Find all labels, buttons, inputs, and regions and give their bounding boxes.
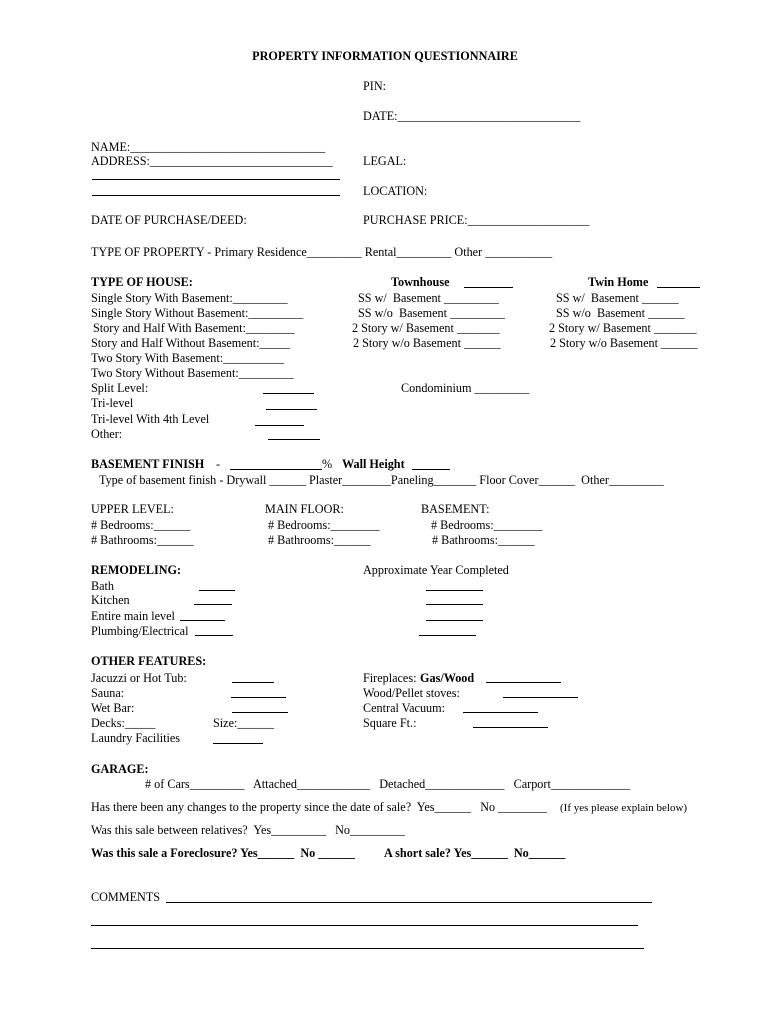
fireplaces-blank[interactable] xyxy=(486,682,561,683)
approx-year-heading: Approximate Year Completed xyxy=(363,563,509,577)
bath-year-blank[interactable] xyxy=(426,590,483,591)
wet-bar-blank[interactable] xyxy=(232,712,288,713)
date-of-purchase-label: DATE OF PURCHASE/DEED: xyxy=(91,213,247,227)
location-label: LOCATION: xyxy=(363,184,428,198)
plumbing-year-blank[interactable] xyxy=(419,635,476,636)
decks-size-field[interactable]: Size:______ xyxy=(213,716,274,730)
twin-home-blank[interactable] xyxy=(657,287,700,288)
townhouse-option[interactable]: SS w/ Basement _________ xyxy=(358,291,499,305)
remodel-item-plumbing: Plumbing/Electrical xyxy=(91,624,189,638)
fireplaces-label: Fireplaces: xyxy=(363,671,417,685)
legal-label: LEGAL: xyxy=(363,154,407,168)
laundry-blank[interactable] xyxy=(213,743,263,744)
basement-finish-types[interactable]: Type of basement finish - Drywall ______ Plaster________Paneling_______ Floor Cover______ Other_________ xyxy=(99,473,664,487)
comments-line-3[interactable] xyxy=(91,948,644,949)
percent-sign: % xyxy=(322,457,333,471)
kitchen-blank[interactable] xyxy=(194,604,232,605)
short-sale-question[interactable]: A short sale? Yes______ No______ xyxy=(384,846,566,860)
wood-pellet-label: Wood/Pellet stoves: xyxy=(363,686,460,700)
house-option[interactable]: Tri-level xyxy=(91,396,134,410)
changes-question[interactable]: Has there been any changes to the property since the date of sale? Yes______ No ________ xyxy=(91,800,547,814)
laundry-label: Laundry Facilities xyxy=(91,731,181,745)
foreclosure-question[interactable]: Was this sale a Foreclosure? Yes______ No ______ xyxy=(91,846,355,860)
address-field[interactable]: ADDRESS:______________________________ xyxy=(91,154,333,168)
remodel-item-kitchen: Kitchen xyxy=(91,593,130,607)
main-bathrooms-field[interactable]: # Bathrooms:______ xyxy=(268,533,371,547)
house-option[interactable]: Story and Half With Basement:________ xyxy=(93,321,295,335)
twin-home-option[interactable]: SS w/ Basement ______ xyxy=(556,291,679,305)
house-option[interactable]: Two Story Without Basement:_________ xyxy=(91,366,294,380)
townhouse-option[interactable]: 2 Story w/o Basement ______ xyxy=(353,336,501,350)
basement-bathrooms-field[interactable]: # Bathrooms:______ xyxy=(432,533,535,547)
sauna-blank[interactable] xyxy=(231,697,286,698)
townhouse-blank[interactable] xyxy=(464,287,513,288)
basement-finish-percent-blank[interactable] xyxy=(230,469,322,470)
townhouse-option[interactable]: 2 Story w/ Basement _______ xyxy=(352,321,500,335)
page-title: PROPERTY INFORMATION QUESTIONNAIRE xyxy=(252,49,518,63)
bath-blank[interactable] xyxy=(199,590,235,591)
condominium-field[interactable]: Condominium _________ xyxy=(401,381,530,395)
twin-home-option[interactable]: SS w/o Basement ______ xyxy=(556,306,685,320)
decks-field[interactable]: Decks:_____ xyxy=(91,716,156,730)
house-option[interactable]: Tri-level With 4th Level xyxy=(91,412,210,426)
remodel-item-bath: Bath xyxy=(91,579,115,593)
name-field[interactable]: NAME:________________________________ xyxy=(91,140,326,154)
square-ft-blank[interactable] xyxy=(473,727,548,728)
house-option[interactable]: Story and Half Without Basement:_____ xyxy=(91,336,290,350)
main-level-blank[interactable] xyxy=(180,620,225,621)
townhouse-heading: Townhouse xyxy=(391,275,450,289)
wet-bar-label: Wet Bar: xyxy=(91,701,135,715)
twin-home-option[interactable]: 2 Story w/o Basement ______ xyxy=(550,336,698,350)
split-level-blank[interactable] xyxy=(263,393,314,394)
house-option[interactable]: Single Story With Basement:_________ xyxy=(91,291,288,305)
basement-bedrooms-field[interactable]: # Bedrooms:________ xyxy=(431,518,543,532)
wall-height-blank[interactable] xyxy=(412,469,450,470)
garage-details[interactable]: # of Cars_________ Attached____________ Detached_____________ Carport_____________ xyxy=(145,777,631,791)
twin-home-heading: Twin Home xyxy=(588,275,649,289)
kitchen-year-blank[interactable] xyxy=(426,604,483,605)
address-line-2[interactable] xyxy=(92,179,340,180)
comments-line-2[interactable] xyxy=(91,925,638,926)
house-option[interactable]: Two Story With Basement:__________ xyxy=(91,351,285,365)
other-house-blank[interactable] xyxy=(268,439,320,440)
basement-finish-dash: - xyxy=(216,457,221,471)
relatives-question[interactable]: Was this sale between relatives? Yes_________ No_________ xyxy=(91,823,405,837)
jacuzzi-blank[interactable] xyxy=(232,682,274,683)
plumbing-blank[interactable] xyxy=(195,635,233,636)
house-option[interactable]: Single Story Without Basement:_________ xyxy=(91,306,304,320)
comments-label: COMMENTS xyxy=(91,890,161,904)
basement-finish-heading: BASEMENT FINISH xyxy=(91,457,205,471)
tri-level-blank[interactable] xyxy=(266,409,317,410)
main-floor-heading: MAIN FLOOR: xyxy=(265,502,344,516)
gas-wood-label: Gas/Wood xyxy=(420,671,475,685)
upper-bathrooms-field[interactable]: # Bathrooms:______ xyxy=(91,533,194,547)
other-features-heading: OTHER FEATURES: xyxy=(91,654,207,668)
jacuzzi-label: Jacuzzi or Hot Tub: xyxy=(91,671,187,685)
townhouse-option[interactable]: SS w/o Basement _________ xyxy=(358,306,505,320)
main-level-year-blank[interactable] xyxy=(426,620,483,621)
main-bedrooms-field[interactable]: # Bedrooms:________ xyxy=(268,518,380,532)
comments-line-1[interactable] xyxy=(166,902,652,903)
date-field[interactable]: DATE:______________________________ xyxy=(363,109,581,123)
house-option[interactable]: Split Level: xyxy=(91,381,149,395)
address-line-3[interactable] xyxy=(92,195,340,196)
central-vacuum-label: Central Vacuum: xyxy=(363,701,446,715)
pin-label: PIN: xyxy=(363,79,387,93)
purchase-price-field[interactable]: PURCHASE PRICE:____________________ xyxy=(363,213,590,227)
wood-pellet-blank[interactable] xyxy=(503,697,578,698)
house-option[interactable]: Other: xyxy=(91,427,123,441)
tri-level-4th-blank[interactable] xyxy=(255,425,304,426)
sauna-label: Sauna: xyxy=(91,686,125,700)
garage-heading: GARAGE: xyxy=(91,762,149,776)
upper-bedrooms-field[interactable]: # Bedrooms:______ xyxy=(91,518,191,532)
square-ft-label: Square Ft.: xyxy=(363,716,417,730)
type-of-house-heading: TYPE OF HOUSE: xyxy=(91,275,193,289)
twin-home-option[interactable]: 2 Story w/ Basement _______ xyxy=(549,321,697,335)
basement-heading: BASEMENT: xyxy=(421,502,490,516)
changes-note: (If yes please explain below) xyxy=(560,802,688,814)
central-vacuum-blank[interactable] xyxy=(463,712,538,713)
remodel-item-main-level: Entire main level xyxy=(91,609,175,623)
wall-height-label: Wall Height xyxy=(342,457,405,471)
type-of-property-line[interactable]: TYPE OF PROPERTY - Primary Residence_________ Rental_________ Other ___________ xyxy=(91,245,553,259)
remodeling-heading: REMODELING: xyxy=(91,563,182,577)
upper-level-heading: UPPER LEVEL: xyxy=(91,502,174,516)
